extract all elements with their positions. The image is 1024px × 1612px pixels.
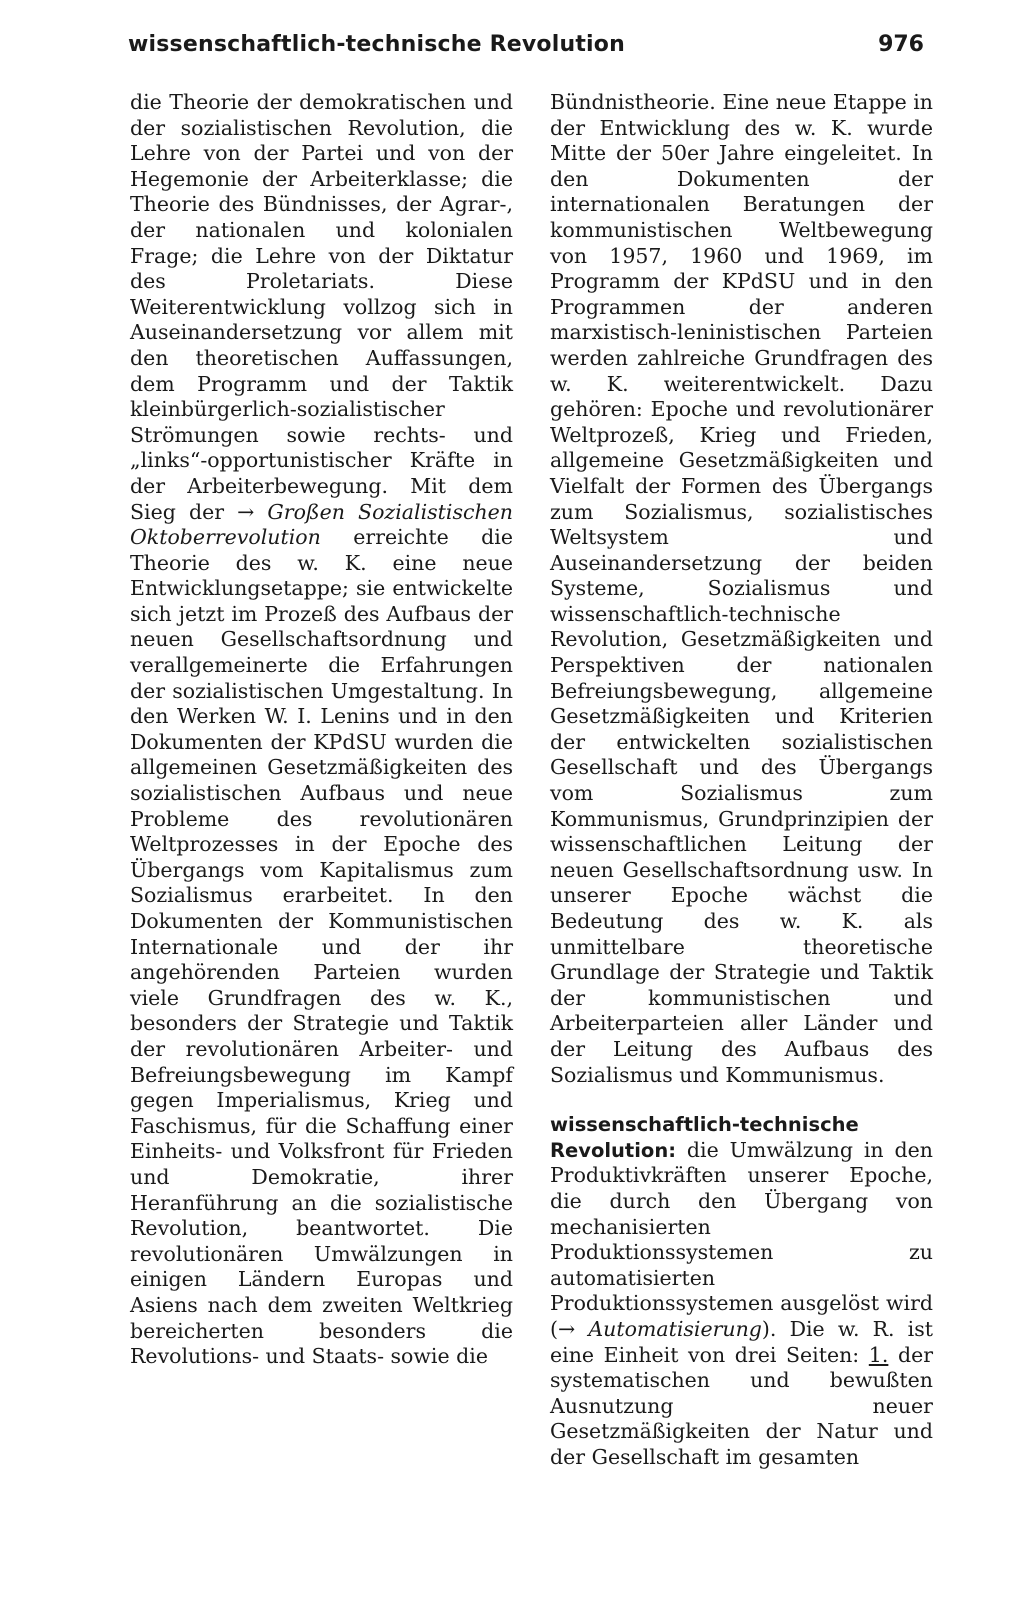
continued-paragraph xyxy=(130,90,513,1370)
enumeration-marker: 1. xyxy=(868,1342,889,1367)
running-head: wissenschaftlich-technische Revolution xyxy=(128,32,625,57)
continued-paragraph: Bündnistheorie. Eine neue Etappe in der Entwicklung des w. K. wurde Mitte der 50er Jahre eingeleitet. In den Dokumenten der internationalen Beratungen der kommunistischen Weltbewegung von 1957, 1960 und 1969, im Programm der KPdSU und in den Programmen der anderen marxistisch-leninistischen Parteien werden zahlreiche Grundfragen des w. K. weiterentwickelt. Dazu gehören: Epoche und revolutionärer Weltprozeß, Krieg und Frieden, allgemeine Gesetzmäßigkeiten und Vielfalt der Formen des Übergangs zum Sozialismus, sozialistisches Weltsystem und Auseinandersetzung der beiden Systeme, Sozialismus und wissenschaftlich-technische Revolution, Gesetzmäßigkeiten und Perspektiven der nationalen Befreiungsbewegung, allgemeine Gesetzmäßigkeiten und Kriterien der entwickelten sozialistischen Gesellschaft und des Übergangs vom Sozialismus zum Kommunismus, Grundprinzipien der wissenschaftlichen Leitung der neuen Gesellschaftsordnung usw. In unserer Epoche wächst die Bedeutung des w. K. als unmittelbare theoretische Grundlage der Strategie und Taktik der kommunistischen und Arbeiterparteien aller Länder und der Leitung des Aufbaus des Sozialismus und Kommunismus. xyxy=(550,90,933,1087)
cross-reference-arrow-icon: → xyxy=(237,499,255,524)
entry-text: die Umwälzung in den Produktivkräften unserer Epoche, die durch den Übergang von mechanisierten Produktionssystemen zu automatisierten Produktionssystemen ausgelöst wird ( xyxy=(550,1137,933,1341)
entry-text: ). Die w. R. ist eine Einheit von drei Seiten: xyxy=(550,1316,933,1367)
paragraph-text: die Theorie der demokratischen und der sozialistischen Revolution, die Lehre von der Partei und von der Hegemonie der Arbeiterklasse; die Theorie des Bündnisses, der Agrar-, der nationalen und kolonialen Frage; die Lehre von der Diktatur des Proletariats. Diese Weiterentwicklung vollzog sich in Auseinandersetzung vor allem mit den theoretischen Auffassungen, dem Programm und der Taktik kleinbürgerlich-sozialistischer Strömungen sowie rechts- und „links“-opportunistischer Kräfte in der Arbeiterbewegung. Mit dem Sieg der xyxy=(130,90,513,524)
cross-reference-arrow-icon: → xyxy=(558,1316,576,1341)
left-column xyxy=(130,90,513,1370)
dictionary-entry xyxy=(550,1112,933,1470)
page-number: 976 xyxy=(878,32,924,57)
cross-reference-automatisierung[interactable]: Automatisierung xyxy=(588,1316,762,1341)
entry-headword: wissenschaftlich-technische Revolution: xyxy=(550,1113,859,1162)
entry-text: der systematischen und bewußten Ausnutzung neuer Gesetzmäßigkeiten der Natur und der Gesellschaft im gesamten xyxy=(550,1342,934,1469)
cross-reference-october-revolution[interactable]: Großen Sozialistischen Oktoberrevolution xyxy=(130,499,513,550)
paragraph-text: erreichte die Theorie des w. K. eine neue Entwicklungsetappe; sie entwickelte sich jetzt im Prozeß des Aufbaus der neuen Gesellschaftsordnung und verallgemeinerte die Erfahrungen der sozialistischen Umgestaltung. In den Werken W. I. Lenins und in den Dokumenten der KPdSU wurden die allgemeinen Gesetzmäßigkeiten des sozialistischen Aufbaus und neue Probleme des revolutionären Weltprozesses in der Epoche des Übergangs vom Kapitalismus zum Sozialismus erarbeitet. In den Dokumenten der Kommunistischen Internationale und der ihr angehörenden Parteien wurden viele Grundfragen des w. K., besonders der Strategie und Taktik der revolutionären Arbeiter- und Befreiungsbewegung im Kampf gegen Imperialismus, Krieg und Faschismus, für die Schaffung einer Einheits- und Volksfront für Frieden und Demokratie, ihrer Heranführung an die sozialistische Revolution, beantwortet. Die revolutionären Umwälzungen in einigen Ländern Europas und Asiens nach dem zweiten Weltkrieg bereicherten besonders die Revolutions- und Staats- sowie die xyxy=(130,525,513,1369)
right-column xyxy=(550,90,933,1470)
